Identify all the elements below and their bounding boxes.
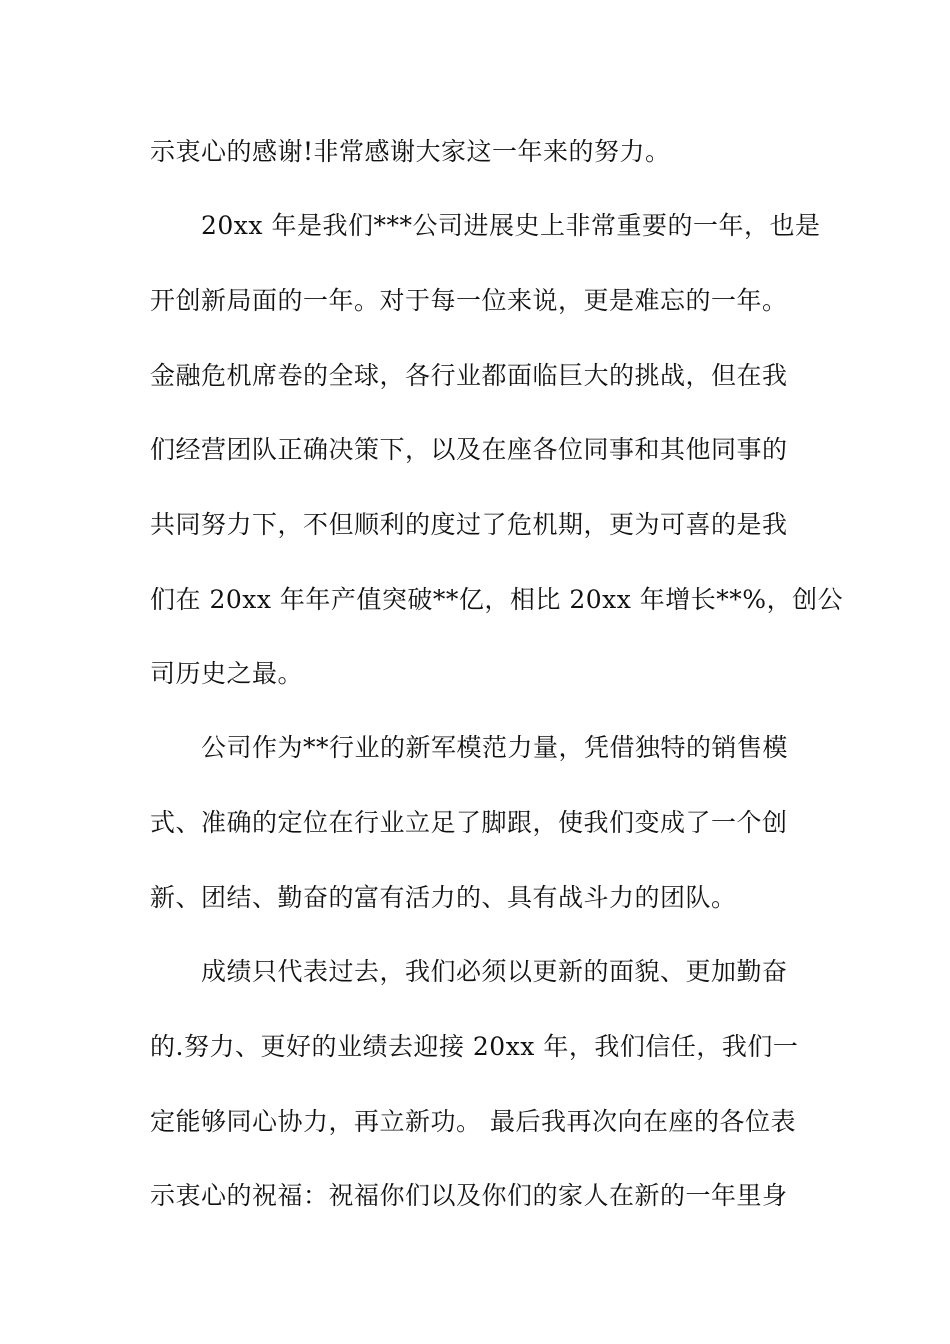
paragraph-line: 共同努力下，不但顺利的度过了危机期，更为可喜的是我 [150,510,788,539]
paragraph-line: 新、团结、勤奋的富有活力的、具有战斗力的团队。 [150,883,737,912]
paragraph-line: 开创新局面的一年。对于每一位来说，更是难忘的一年。 [150,286,788,315]
paragraph-line: 示衷心的感谢!非常感谢大家这一年来的努力。 [150,137,671,166]
paragraph-line: 式、准确的定位在行业立足了脚跟，使我们变成了一个创 [150,808,788,837]
paragraph-line: 示衷心的祝福：祝福你们以及你们的家人在新的一年里身 [150,1181,788,1210]
paragraph-line: 金融危机席卷的全球，各行业都面临巨大的挑战，但在我 [150,361,788,390]
paragraph-line: 定能够同心协力，再立新功。 最后我再次向在座的各位表 [150,1107,796,1136]
paragraph-line: 们经营团队正确决策下，以及在座各位同事和其他同事的 [150,435,788,464]
paragraph-line: 的.努力、更好的业绩去迎接 20xx 年，我们信任，我们一 [150,1032,799,1061]
paragraph-line: 公司作为**行业的新军模范力量，凭借独特的销售模 [201,733,789,762]
paragraph-line: 司历史之最。 [150,659,304,688]
paragraph-line: 们在 20xx 年年产值突破**亿，相比 20xx 年增长**%，创公 [150,585,844,614]
paragraph-line: 20xx 年是我们***公司进展史上非常重要的一年，也是 [201,211,821,240]
paragraph-line: 成绩只代表过去，我们必须以更新的面貌、更加勤奋 [201,957,788,986]
